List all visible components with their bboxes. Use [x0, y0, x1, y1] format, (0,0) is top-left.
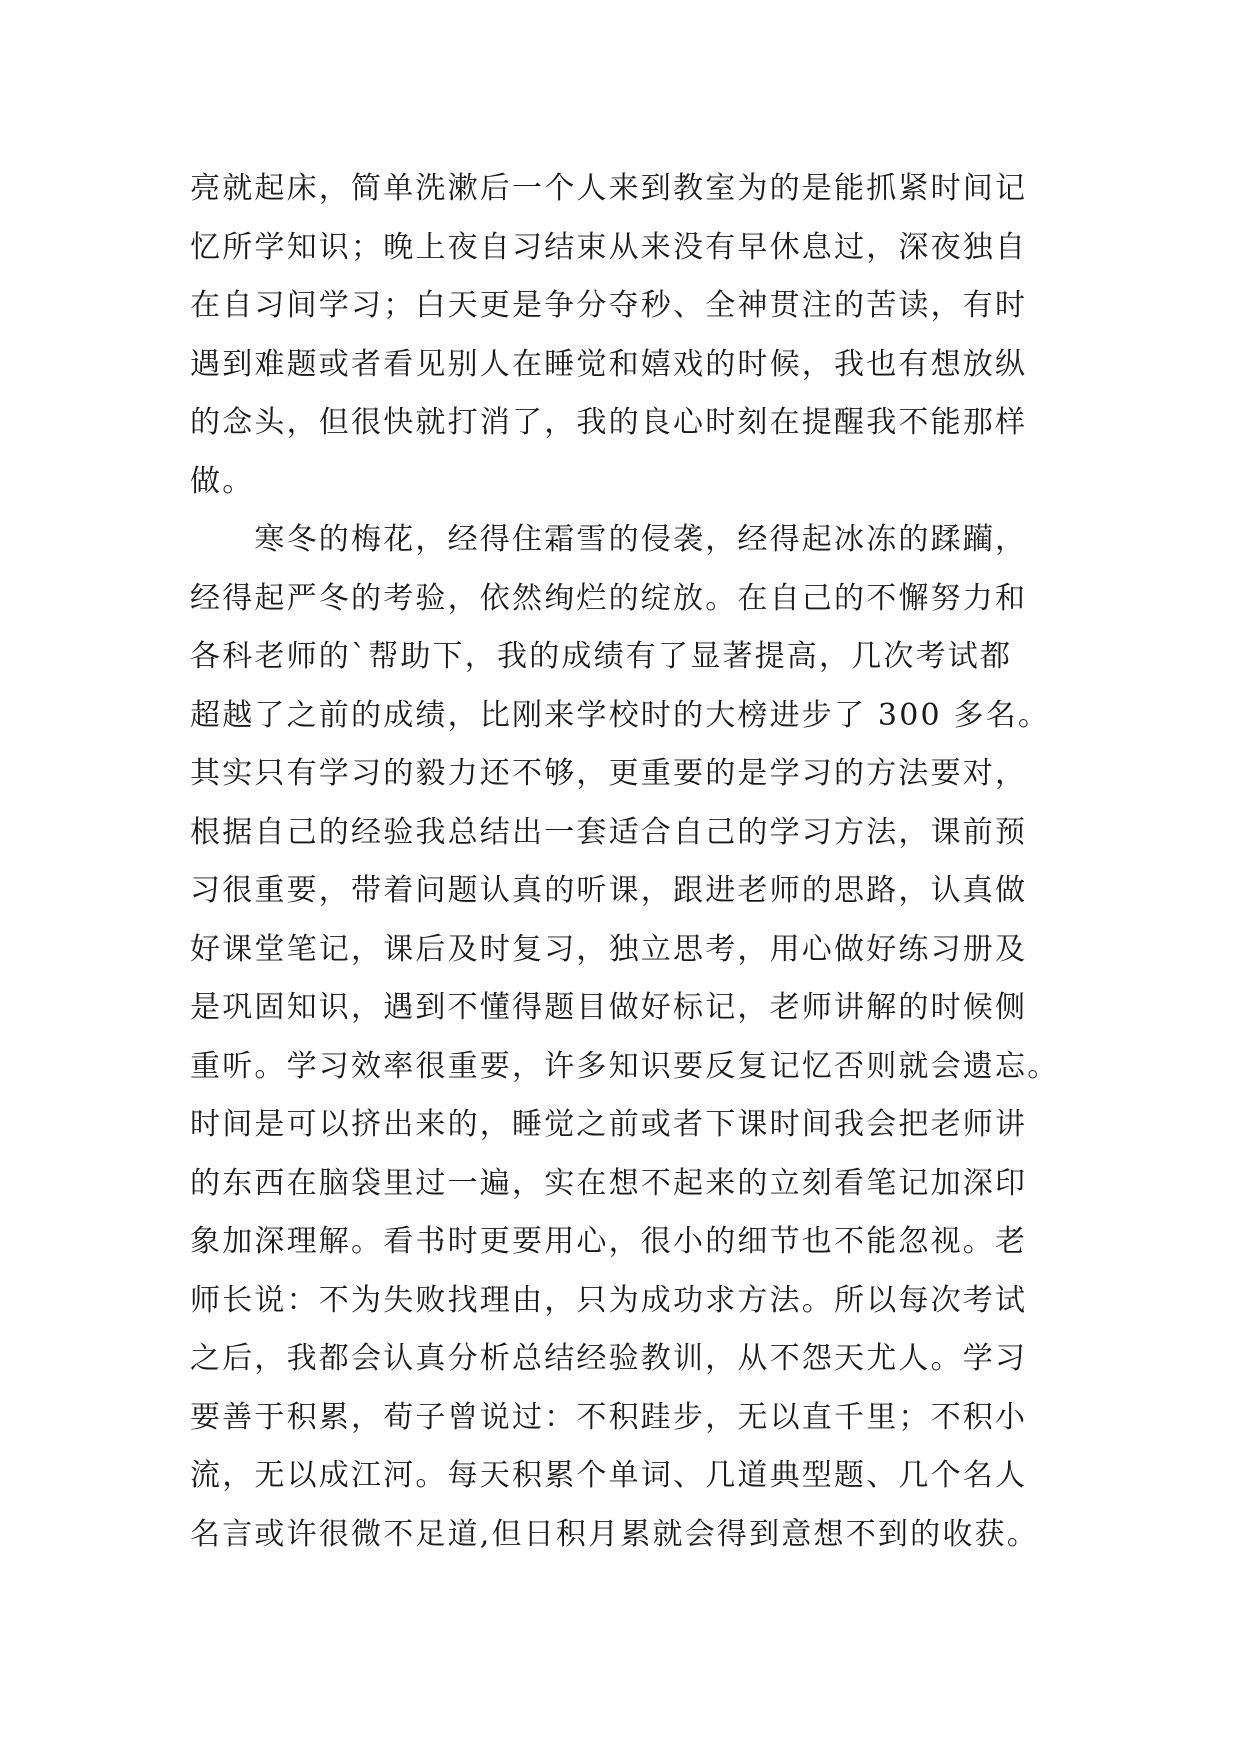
text-line: 根据自己的经验我总结出一套适合自己的学习方法，课前预: [190, 814, 1028, 850]
text-line: 师长说：不为失败找理由，只为成功求方法。所以每次考试: [190, 1282, 1028, 1318]
text-line: 名言或许很微不足道,但日积月累就会得到意想不到的收获。: [190, 1516, 1039, 1552]
text-line: 寒冬的梅花，经得住霜雪的侵袭，经得起冰冻的蹂躏，: [190, 522, 1028, 557]
text-line: 好课堂笔记，课后及时复习，独立思考，用心做好练习册及: [190, 931, 1028, 967]
text-line: 要善于积累，荀子曾说过：不积跬步，无以直千里；不积小: [190, 1399, 1028, 1435]
text-line: 超越了之前的成绩，比刚来学校时的大榜进步了 300 多名。: [190, 697, 1051, 733]
text-line: 遇到难题或者看见别人在睡觉和嬉戏的时候，我也有想放纵: [190, 346, 1028, 382]
text-line: 象加深理解。看书时更要用心，很小的细节也不能忽视。老: [190, 1224, 1028, 1259]
text-line: 做。: [190, 463, 255, 499]
text-line: 忆所学知识；晚上夜自习结束从来没有早休息过，深夜独自: [190, 229, 1028, 265]
text-line: 经得起严冬的考验，依然绚烂的绽放。在自己的不懈努力和: [190, 580, 1028, 616]
text-line: 的东西在脑袋里过一遍，实在想不起来的立刻看笔记加深印: [190, 1165, 1028, 1201]
text-line: 之后，我都会认真分析总结经验教训，从不怨天尤人。学习: [190, 1341, 1028, 1376]
text-line: 各科老师的`帮助下，我的成绩有了显著提高，几次考试都: [190, 639, 1013, 674]
text-line: 时间是可以挤出来的，睡觉之前或者下课时间我会把老师讲: [190, 1107, 1028, 1142]
text-line: 其实只有学习的毅力还不够，更重要的是学习的方法要对，: [190, 756, 1028, 791]
text-line: 的念头，但很快就打消了，我的良心时刻在提醒我不能那样: [190, 405, 1028, 440]
text-line: 亮就起床，简单洗漱后一个人来到教室为的是能抓紧时间记: [190, 171, 1028, 206]
body-text: [190, 160, 1070, 1564]
text-line: 习很重要，带着问题认真的听课，跟进老师的思路，认真做: [190, 873, 1028, 908]
text-line: 流，无以成江河。每天积累个单词、几道典型题、几个名人: [190, 1458, 1028, 1493]
text-line: 是巩固知识，遇到不懂得题目做好标记，老师讲解的时候侧: [190, 990, 1028, 1025]
text-line: 在自习间学习；白天更是争分夺秒、全神贯注的苦读，有时: [190, 288, 1028, 323]
text-line: 重听。学习效率很重要，许多知识要反复记忆否则就会遗忘。: [190, 1048, 1060, 1084]
